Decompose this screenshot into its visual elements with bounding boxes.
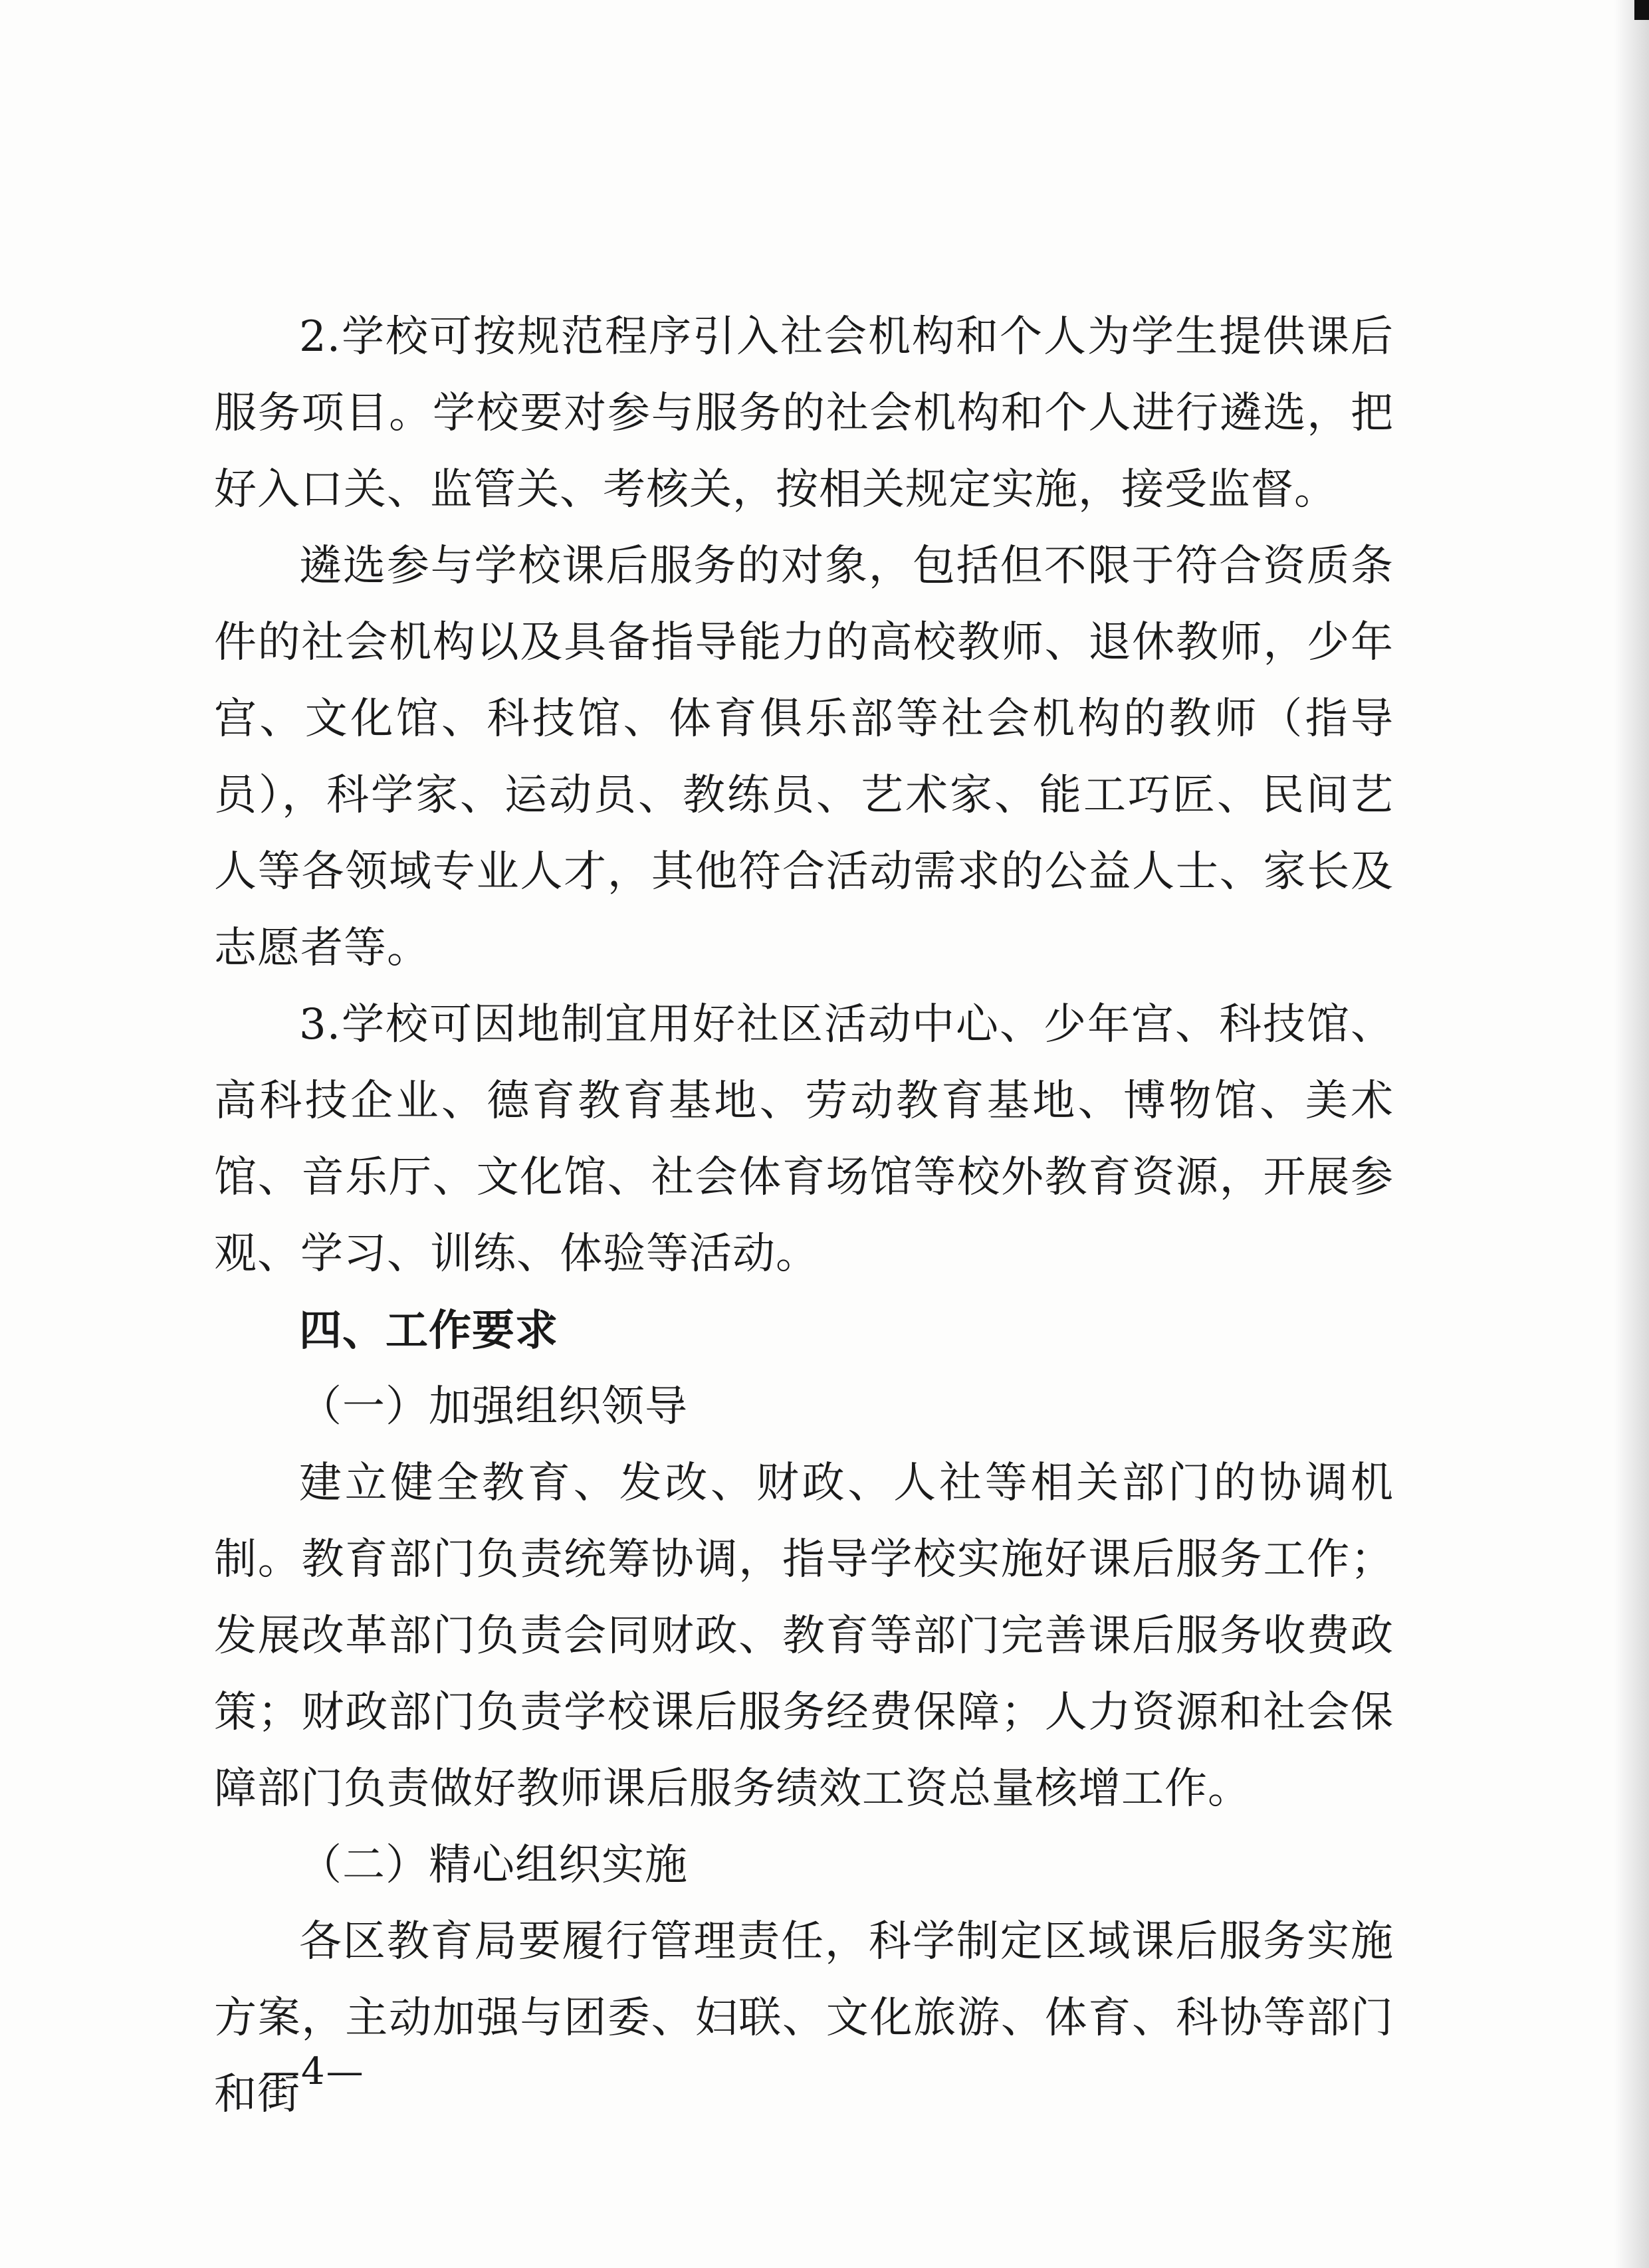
section-heading: 四、工作要求 — [299, 1306, 558, 1356]
subsection-2-title: （二）精心组织实施 — [299, 1841, 688, 1890]
subsection-1-text: 建立健全教育、发改、财政、人社等相关部门的协调机制。教育部门负责统筹协调，指导学校实施好课后服务工作；发展改革部门负责会同财政、教育等部门完善课后服务收费政策；财政部门负责学校课后服务经费保障；人力资源和社会保障部门负责做好教师课后服务绩效工资总量核增工作。 — [214, 1459, 1394, 1813]
scan-edge-mark — [1634, 0, 1649, 20]
paragraph-selection-scope: 遴选参与学校课后服务的对象，包括但不限于符合资质条件的社会机构以及具备指导能力的高校教师、退休教师，少年宫、文化馆、科技馆、体育俱乐部等社会机构的教师（指导员），科学家、运动员、教练员、艺术家、能工巧匠、民间艺人等各领域专业人才，其他符合活动需求的公益人士、家长及志愿者等。 — [214, 542, 1394, 973]
scan-edge-shadow — [1614, 0, 1649, 2268]
subsection-2-text: 各区教育局要履行管理责任，科学制定区域课后服务实施方案，主动加强与团委、妇联、文化旅游、体育、科协等部门和街 — [214, 1917, 1394, 2119]
subsection-1-title: （一）加强组织领导 — [299, 1382, 688, 1431]
paragraph-item-2: 2.学校可按规范程序引入社会机构和个人为学生提供课后服务项目。学校要对参与服务的社会机构和个人进行遴选，把好入口关、监管关、考核关，按相关规定实施，接受监督。 — [214, 312, 1394, 514]
paragraph-item-3: 3.学校可因地制宜用好社区活动中心、少年宫、科技馆、高科技企业、德育教育基地、劳动教育基地、博物馆、美术馆、音乐厅、文化馆、社会体育场馆等校外教育资源，开展参观、学习、训练、体验等活动。 — [214, 1000, 1394, 1279]
document-body — [214, 299, 1394, 2133]
page-number: —4— — [263, 2050, 365, 2093]
